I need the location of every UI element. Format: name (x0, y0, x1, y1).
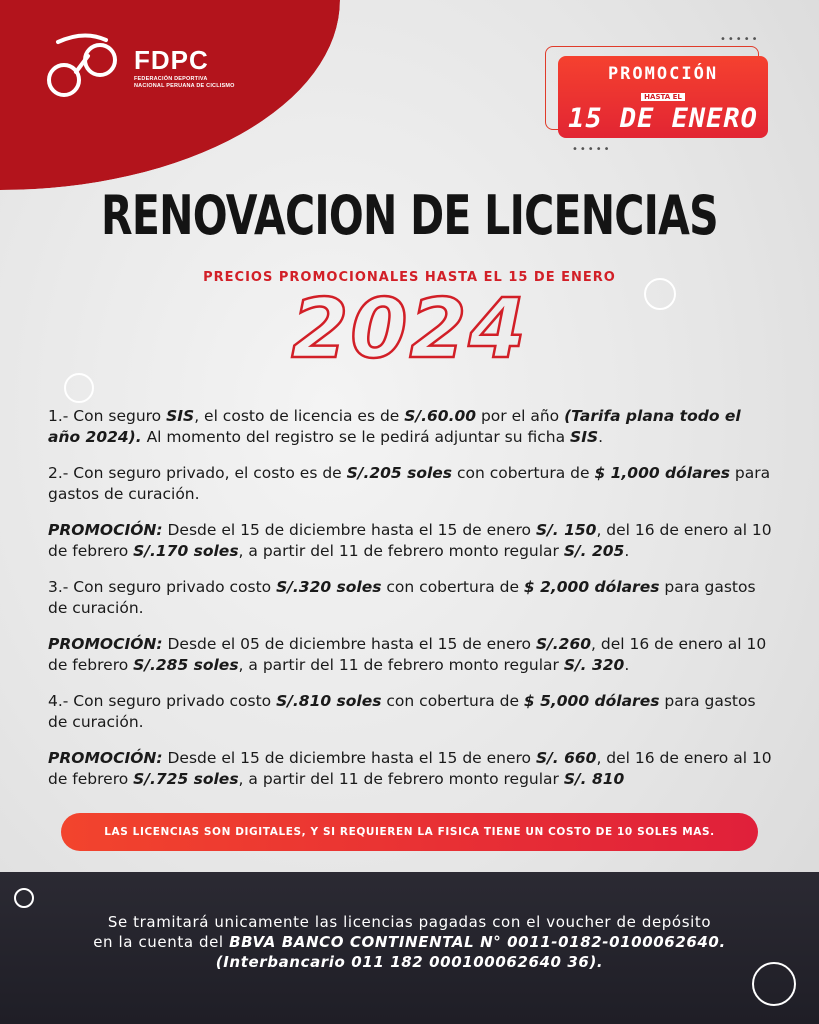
footer-line-1: Se tramitará unicamente las licencias pagadas con el voucher de depósito (107, 913, 712, 931)
cyclist-logo-icon (44, 32, 124, 102)
list-item: 4.- Con seguro privado costo S/.810 soles con cobertura de $ 5,000 dólares para gastos de curación. (48, 692, 756, 731)
promo-badge (558, 56, 768, 138)
digital-license-note: LAS LICENCIAS SON DIGITALES, Y SI REQUIEREN LA FISICA TIENE UN COSTO DE 10 SOLES MAS. (61, 813, 758, 851)
list-item: 3.- Con seguro privado costo S/.320 soles con cobertura de $ 2,000 dólares para gastos de curación. (48, 578, 756, 617)
price-list (48, 406, 778, 805)
page-title: RENOVACION DE LICENCIAS (101, 184, 718, 247)
fdpc-logo (44, 32, 235, 102)
list-item: PROMOCIÓN: Desde el 15 de diciembre hasta el 15 de enero S/. 660, del 16 de enero al 10 de febrero S/.725 soles, a partir del 11 de febrero monto regular S/. 810 (48, 749, 772, 788)
footer-line-3: (Interbancario 011 182 000100062640 36). (215, 953, 604, 971)
list-item: 1.- Con seguro SIS, el costo de licencia es de S/.60.00 por el año (Tarifa plana todo el año 2024). Al momento del registro se le pedirá adjuntar su ficha SIS. (48, 407, 741, 446)
brand-subline-1: FEDERACIÓN DEPORTIVA (134, 75, 208, 82)
promo-badge-line3: 15 DE ENERO (568, 103, 758, 134)
list-item: PROMOCIÓN: Desde el 15 de diciembre hasta el 15 de enero S/. 150, del 16 de enero al 10 de febrero S/.170 soles, a partir del 11 de febrero monto regular S/. 205. (48, 521, 772, 560)
list-item: PROMOCIÓN: Desde el 05 de diciembre hasta el 15 de enero S/.260, del 16 de enero al 10 de febrero S/.285 soles, a partir del 11 de febrero monto regular S/. 320. (48, 635, 767, 674)
dots-bottom: ••••• (572, 144, 612, 155)
promo-badge-line1: PROMOCIÓN (607, 64, 719, 84)
brand-name: FDPC (134, 44, 209, 75)
footer-line-2: en la cuenta del BBVA BANCO CONTINENTAL N° 0011-0182-0100062640. (93, 933, 726, 951)
brand-subline-2: NACIONAL PERUANA DE CICLISMO (134, 82, 235, 89)
footer-bank-info (0, 872, 819, 1024)
page-subtitle: PRECIOS PROMOCIONALES HASTA EL 15 DE ENERO (203, 270, 616, 285)
bubble-decoration-icon (644, 278, 676, 310)
bubble-decoration-icon (64, 373, 94, 403)
list-item: 2.- Con seguro privado, el costo es de S/.205 soles con cobertura de $ 1,000 dólares para gastos de curación. (48, 464, 771, 503)
year-outline-text: 2024 (291, 282, 528, 377)
bubble-decoration-icon (14, 888, 34, 908)
bubble-decoration-icon (752, 962, 796, 1006)
dots-top: ••••• (720, 34, 760, 45)
promo-badge-line2: HASTA EL (641, 93, 685, 101)
